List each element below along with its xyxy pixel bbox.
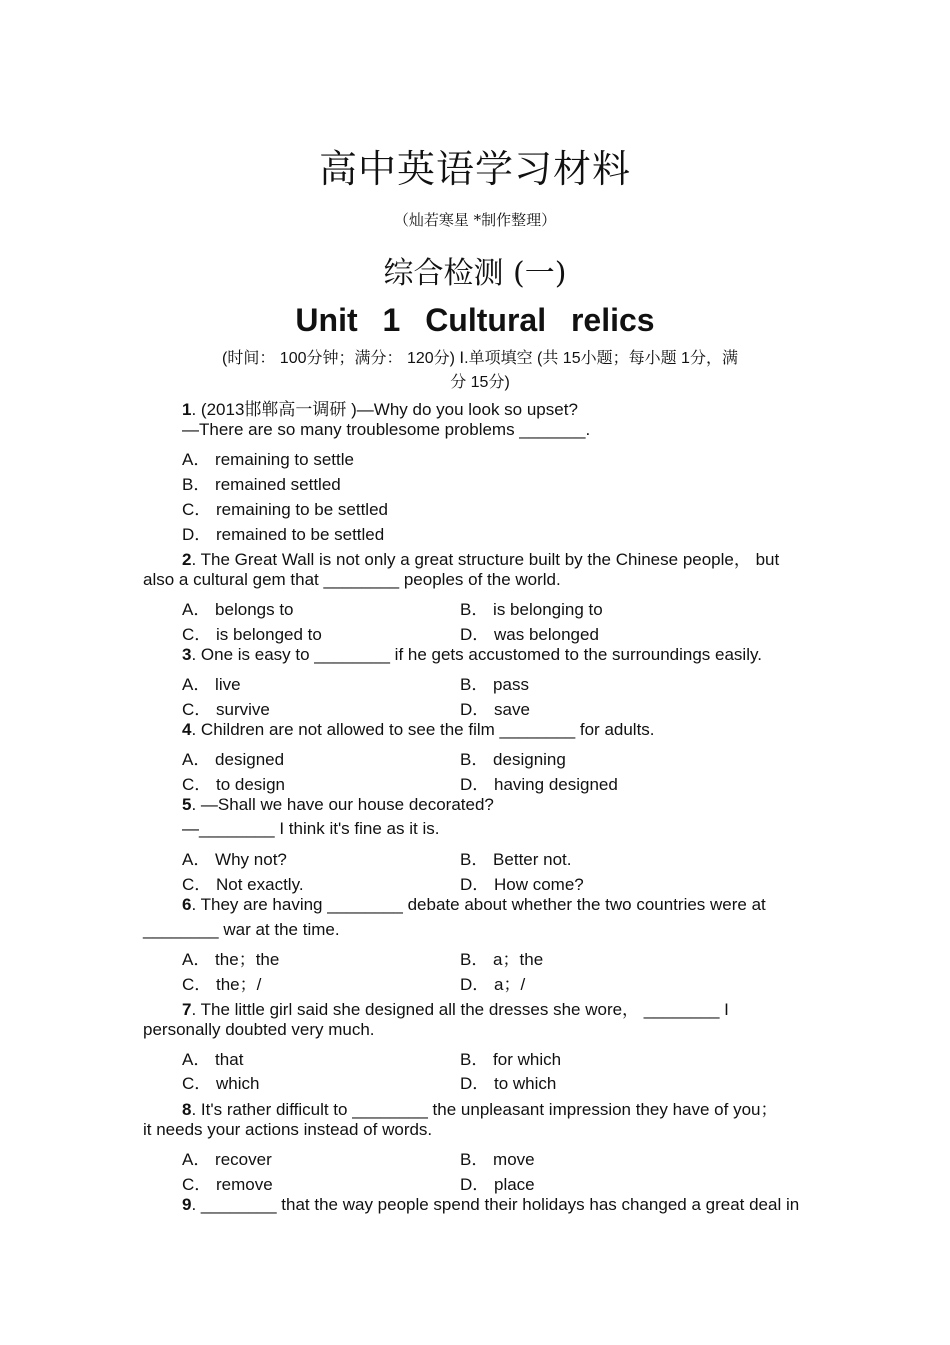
- test-title: 综合检测 (一): [383, 256, 567, 291]
- question-stem-continued: also a cultural gem that ________ peoples of the world.: [143, 570, 561, 589]
- option-a[interactable]: A． live: [182, 675, 241, 694]
- question-8: [182, 1095, 777, 1120]
- option-c[interactable]: C． remove: [182, 1175, 273, 1194]
- question-stem: . The little girl said she designed all the dresses she wore， ________ I: [191, 1000, 729, 1019]
- option-c[interactable]: C． the；/: [182, 975, 262, 994]
- question-stem: . Children are not allowed to see the film ________ for adults.: [191, 720, 655, 739]
- material-subtitle: （灿若寒星 *制作整理）: [393, 211, 557, 229]
- question-stem: . They are having ________ debate about whether the two countries were at: [191, 895, 766, 914]
- option-c[interactable]: C． to design: [182, 775, 285, 794]
- question-number: 5: [182, 795, 192, 814]
- option-d[interactable]: D． How come?: [460, 875, 584, 894]
- unit-title: Unit 1 Cultural relics: [295, 302, 655, 338]
- option-c[interactable]: C． remaining to be settled: [182, 500, 388, 519]
- question-stem: . (2013邯郸高一调研 )—Why do you look so upset?: [191, 400, 578, 419]
- question-stem: . —Shall we have our house decorated?: [191, 795, 494, 814]
- question-number: 4: [182, 720, 192, 739]
- question-stem: . The Great Wall is not only a great structure built by the Chinese people， but: [191, 550, 780, 569]
- question-9: [182, 1195, 799, 1215]
- option-b[interactable]: B． Better not.: [460, 850, 572, 869]
- question-number: 6: [182, 895, 192, 914]
- question-stem: . One is easy to ________ if he gets accustomed to the surroundings easily.: [191, 645, 762, 664]
- question-stem-continued: ________ war at the time.: [143, 920, 340, 939]
- option-d[interactable]: D． save: [460, 700, 530, 719]
- question-number: 9: [182, 1195, 192, 1214]
- option-a[interactable]: A． the；the: [182, 950, 280, 969]
- option-c[interactable]: C． which: [182, 1074, 260, 1093]
- question-stem-continued: —There are so many troublesome problems _______.: [182, 420, 591, 439]
- question-number: 2: [182, 550, 192, 569]
- option-a[interactable]: A． Why not?: [182, 850, 287, 869]
- question-4: [182, 720, 655, 740]
- question-number: 3: [182, 645, 192, 664]
- option-a[interactable]: A． remaining to settle: [182, 450, 354, 469]
- option-d[interactable]: D． having designed: [460, 775, 618, 794]
- option-b[interactable]: B． a；the: [460, 950, 544, 969]
- option-b[interactable]: B． designing: [460, 750, 566, 769]
- instruction-line-2: 分 15分): [450, 374, 510, 391]
- question-6: [182, 895, 766, 915]
- option-a[interactable]: A． that: [182, 1050, 244, 1069]
- option-d[interactable]: D． place: [460, 1175, 535, 1194]
- question-stem-continued: personally doubted very much.: [143, 1020, 375, 1039]
- option-c[interactable]: C． Not exactly.: [182, 875, 304, 894]
- material-title: 高中英语学习材料: [318, 147, 631, 191]
- option-d[interactable]: D． was belonged: [460, 625, 599, 644]
- option-b[interactable]: B． for which: [460, 1050, 562, 1069]
- question-7: [182, 995, 729, 1020]
- instruction-line-1: (时间： 100分钟；满分： 120分) Ⅰ.单项填空 (共 15小题；每小题 1分，满: [222, 350, 738, 367]
- option-d[interactable]: D． remained to be settled: [182, 525, 385, 544]
- option-c[interactable]: C． is belonged to: [182, 625, 322, 644]
- option-a[interactable]: A． belongs to: [182, 600, 294, 619]
- question-number: 7: [182, 1000, 192, 1019]
- option-a[interactable]: A． recover: [182, 1150, 272, 1169]
- option-c[interactable]: C． survive: [182, 700, 270, 719]
- question-stem-continued: it needs your actions instead of words.: [143, 1120, 433, 1139]
- option-d[interactable]: D． a；/: [460, 975, 526, 994]
- option-b[interactable]: B． move: [460, 1150, 535, 1169]
- question-number: 1: [182, 400, 192, 419]
- option-b[interactable]: B． is belonging to: [460, 600, 603, 619]
- option-b[interactable]: B． pass: [460, 675, 529, 694]
- question-stem-continued: —________ I think it's fine as it is.: [182, 819, 440, 838]
- option-d[interactable]: D． to which: [460, 1074, 557, 1093]
- option-b[interactable]: B． remained settled: [182, 475, 341, 494]
- question-1: [182, 395, 578, 420]
- question-number: 8: [182, 1100, 192, 1119]
- question-3: [182, 645, 762, 665]
- question-stem: . ________ that the way people spend their holidays has changed a great deal in: [191, 1195, 800, 1214]
- question-5: [182, 795, 494, 815]
- question-stem: . It's rather difficult to ________ the unpleasant impression they have of you；: [191, 1100, 778, 1119]
- question-2: [182, 545, 779, 570]
- option-a[interactable]: A． designed: [182, 750, 285, 769]
